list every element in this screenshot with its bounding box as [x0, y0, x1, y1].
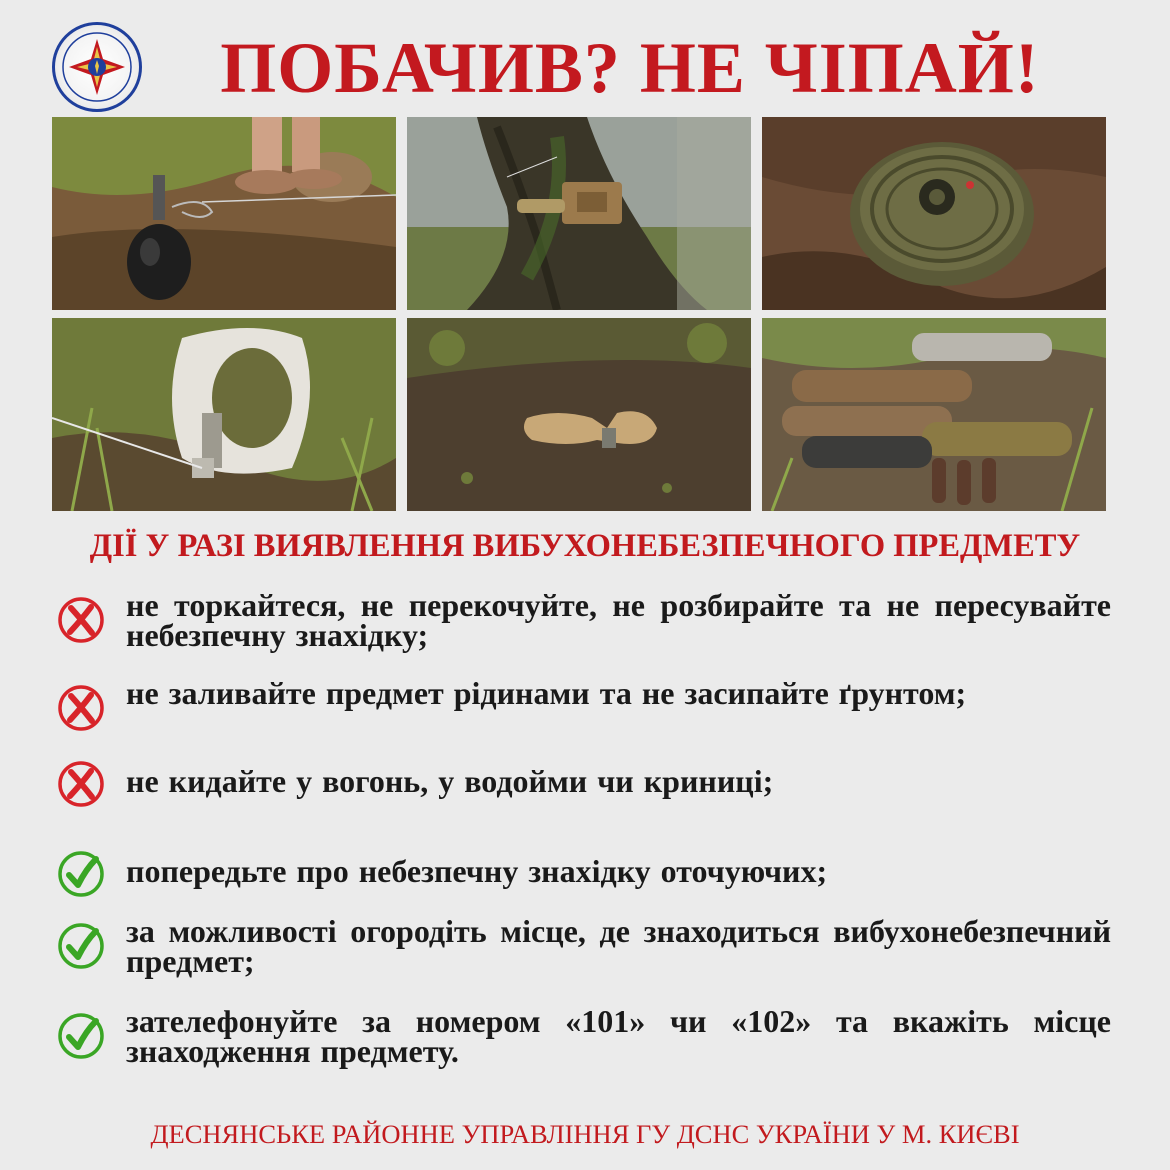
page-title: ПОБАЧИВ? НЕ ЧІПАЙ!: [220, 28, 1040, 108]
cross-icon: [56, 595, 106, 645]
photo-grid: [52, 117, 1106, 511]
tree-explosive-photo: [407, 117, 751, 310]
footer-organization: ДЕСНЯНСЬКЕ РАЙОННЕ УПРАВЛІННЯ ГУ ДСНС УКРАЇНИ У М. КИЄВІ: [150, 1119, 1020, 1149]
cross-icon: [56, 683, 106, 733]
butterfly-mine-photo: [407, 318, 751, 511]
artillery-shells-photo: [762, 318, 1106, 511]
rule-text: зателефонуйте за номером «101» чи «102» та вкажіть місце знаходження предмету.: [126, 1003, 1111, 1069]
rule-text: за можливості огородіть місце, де знаходиться вибухонебезпечний предмет;: [126, 913, 1111, 979]
check-icon: [56, 921, 106, 971]
rule-text: не заливайте предмет рідинами та не засипайте ґрунтом;: [126, 675, 967, 711]
dsns-emblem-icon: [52, 22, 142, 112]
rule-text: попередьте про небезпечну знахідку оточуючих;: [126, 853, 828, 889]
rule-text: не торкайтеся, не перекочуйте, не розбирайте та не пересувайте небезпечну знахідку;: [126, 587, 1111, 653]
grenade-tripwire-photo: [52, 117, 396, 310]
check-icon: [56, 849, 106, 899]
tripwire-fuse-photo: [52, 318, 396, 511]
cross-icon: [56, 759, 106, 809]
actions-subtitle: ДІЇ У РАЗІ ВИЯВЛЕННЯ ВИБУХОНЕБЕЗПЕЧНОГО ПРЕДМЕТУ: [89, 528, 1081, 564]
check-icon: [56, 1011, 106, 1061]
rule-text: не кидайте у вогонь, у водойми чи криниці;: [126, 763, 774, 799]
anti-tank-mine-photo: [762, 117, 1106, 310]
